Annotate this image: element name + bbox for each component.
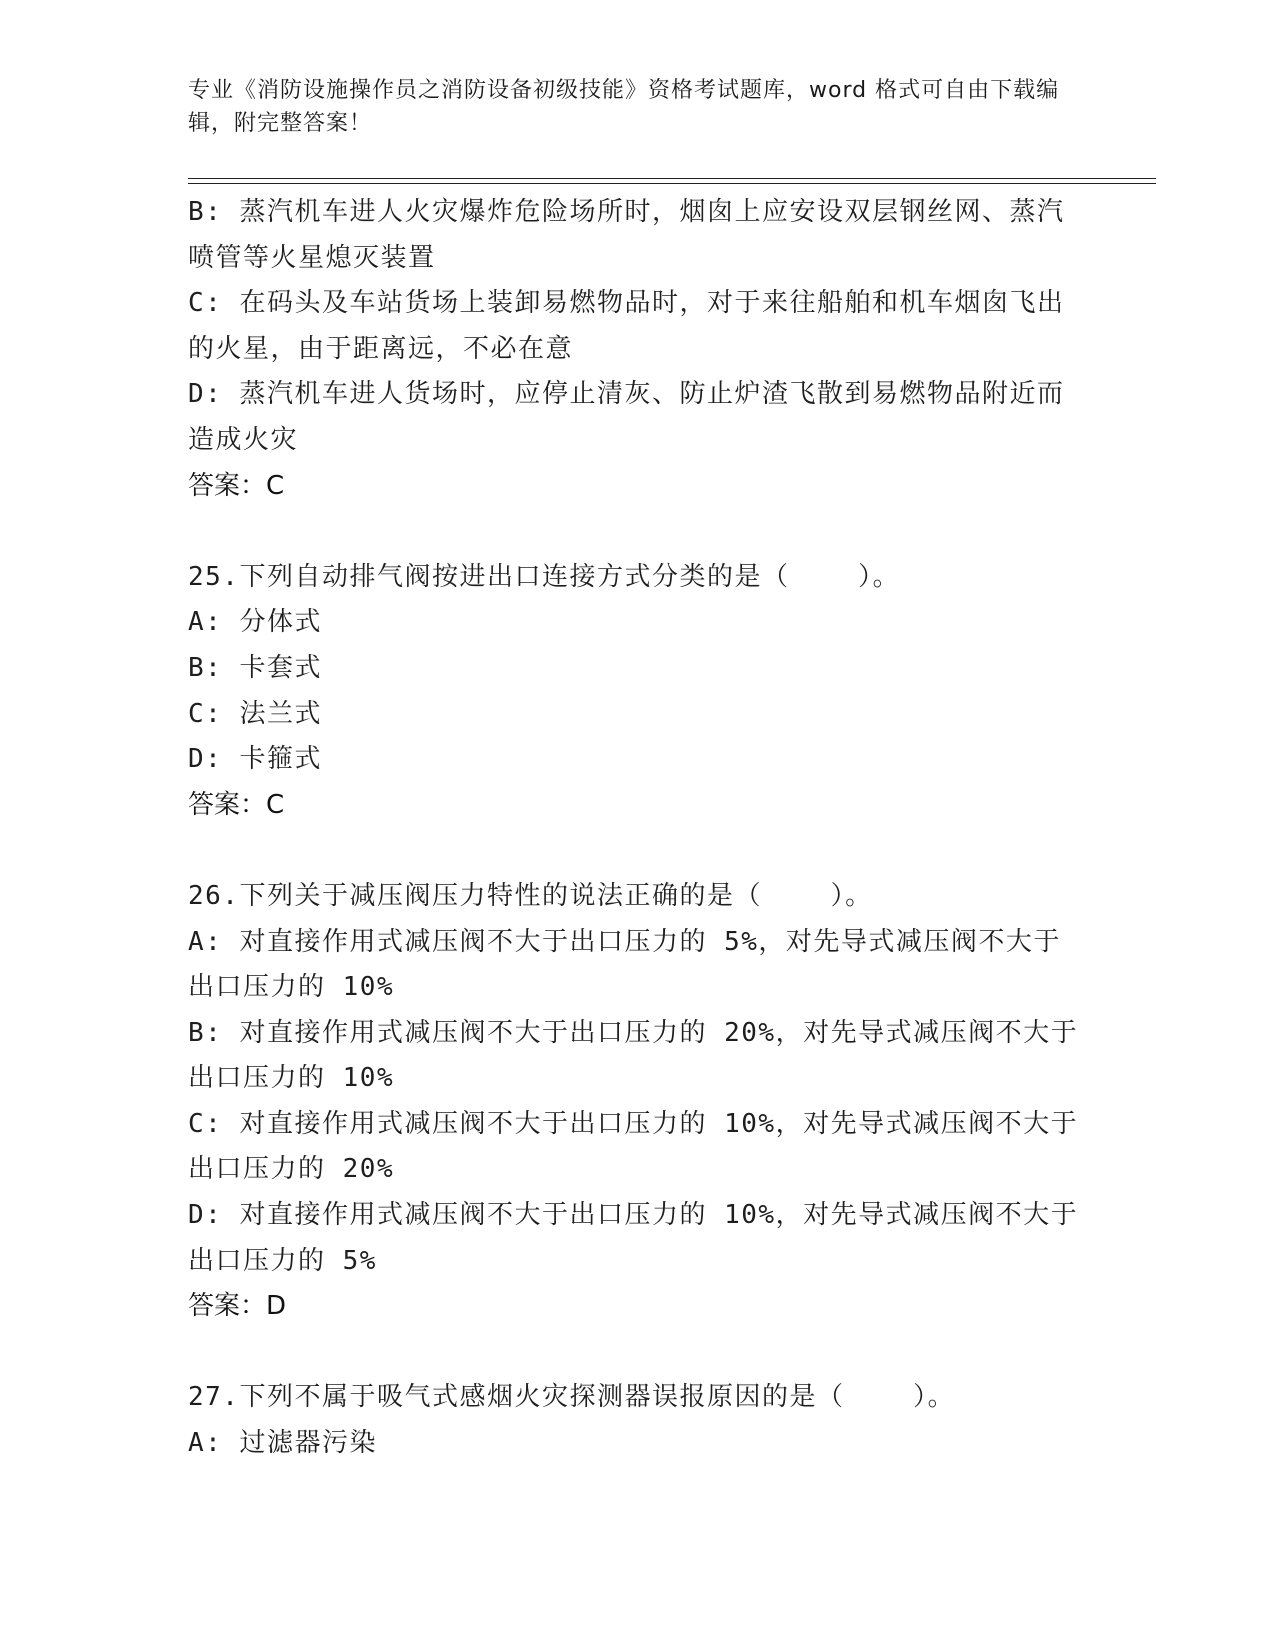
option-a: A: 过滤器污染 xyxy=(188,1428,377,1459)
option-c: C: 在码头及车站货场上装卸易燃物品时，对于来往船舶和机车烟囱飞出的火星，由于距离远，不必在意 xyxy=(188,288,1065,364)
question-25-block xyxy=(188,555,1088,829)
option-b: B: 卡套式 xyxy=(188,652,322,683)
question-stem: 27.下列不属于吸气式感烟火灾探测器误报原因的是（ ）。 xyxy=(188,1382,956,1413)
question-26-block xyxy=(188,874,1088,1330)
option-d: D: 对直接作用式减压阀不大于出口压力的 10%，对先导式减压阀不大于出口压力的 5% xyxy=(188,1200,1079,1276)
option-c: C: 对直接作用式减压阀不大于出口压力的 10%，对先导式减压阀不大于出口压力的 20% xyxy=(188,1108,1079,1185)
option-b: B: 对直接作用式减压阀不大于出口压力的 20%，对先导式减压阀不大于出口压力的 10% xyxy=(188,1017,1079,1094)
question-content xyxy=(188,190,1088,1467)
question-stem: 26.下列关于减压阀压力特性的说法正确的是（ ）。 xyxy=(188,880,873,911)
answer: 答案：C xyxy=(188,789,285,820)
option-d: D: 蒸汽机车进人货场时，应停止清灰、防止炉渣飞散到易燃物品附近而造成火灾 xyxy=(188,379,1065,455)
option-a: A: 分体式 xyxy=(188,607,322,638)
spacer xyxy=(188,1330,1088,1376)
spacer xyxy=(188,828,1088,874)
option-c: C: 法兰式 xyxy=(188,698,322,729)
answer: 答案：C xyxy=(188,470,285,501)
previous-question-block xyxy=(188,190,1088,509)
option-d: D: 卡箍式 xyxy=(188,744,322,775)
spacer xyxy=(188,509,1088,555)
option-a: A: 对直接作用式减压阀不大于出口压力的 5%，对先导式减压阀不大于出口压力的 10% xyxy=(188,926,1061,1003)
question-stem: 25.下列自动排气阀按进出口连接方式分类的是（ ）。 xyxy=(188,561,901,592)
header-divider xyxy=(188,178,1156,184)
option-b: B: 蒸汽机车进人火灾爆炸危险场所时，烟囱上应安设双层钢丝网、蒸汽喷管等火星熄灭装置 xyxy=(188,197,1065,273)
question-27-block xyxy=(188,1375,1088,1466)
document-header: 专业《消防设施操作员之消防设备初级技能》资格考试题库，word 格式可自由下载编辑，附完整答案！ xyxy=(188,78,1060,136)
answer: 答案：D xyxy=(188,1291,287,1322)
